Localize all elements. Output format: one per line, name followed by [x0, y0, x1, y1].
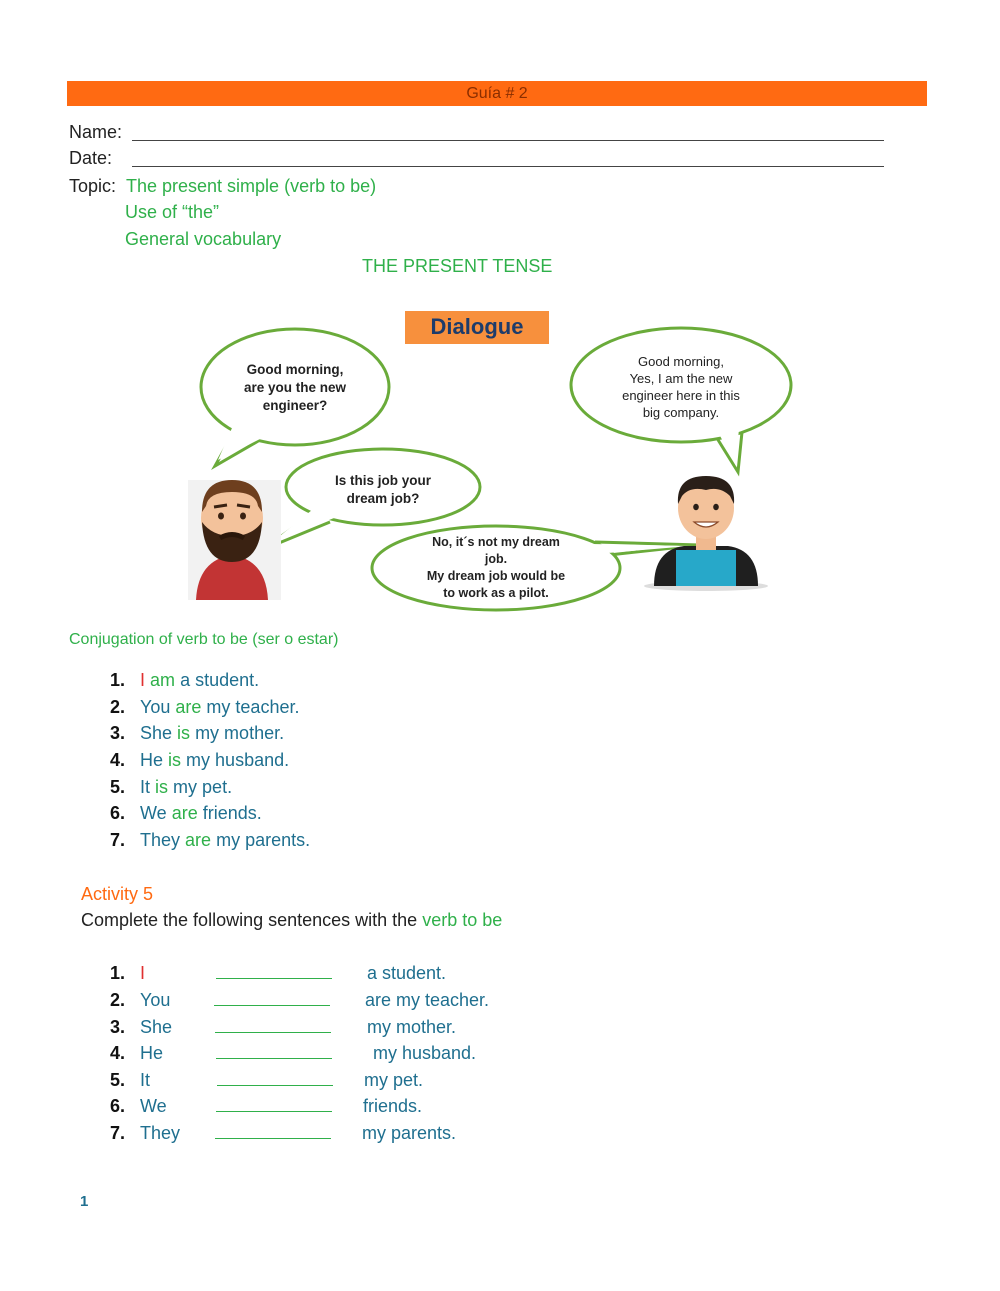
- answer-blank[interactable]: [216, 1097, 332, 1112]
- bubble-4-line-4: to work as a pilot.: [443, 586, 549, 600]
- bubble-3-line-1: Is this job your: [334, 473, 432, 488]
- item-number: 7.: [110, 830, 126, 850]
- answer-blank[interactable]: [216, 964, 332, 979]
- subject: He: [140, 1043, 164, 1063]
- activity-title: Activity 5: [81, 884, 154, 904]
- bubble-4-line-1: No, it´s not my dream: [432, 535, 560, 549]
- list-item: [110, 803, 262, 824]
- bubble-2-line-3: engineer here in this: [622, 388, 740, 403]
- subject: It: [140, 777, 151, 797]
- subject: They: [140, 1123, 181, 1143]
- bubble-2-line-4: big company.: [642, 405, 720, 420]
- bubble-1-line-2: are you the new: [243, 380, 347, 395]
- item-number: 5.: [110, 777, 126, 797]
- list-item: [110, 1123, 456, 1144]
- subject: She: [140, 723, 173, 743]
- item-number: 2.: [110, 697, 126, 717]
- answer-blank[interactable]: [214, 991, 330, 1006]
- topic-label: Topic:: [69, 176, 117, 196]
- item-number: 1.: [110, 963, 126, 983]
- complement: are my teacher.: [365, 990, 490, 1010]
- subject: I: [140, 670, 146, 690]
- instruction-text: Complete the following sentences with the: [81, 910, 418, 930]
- bubble-4-line-3: My dream job would be: [426, 569, 566, 583]
- item-number: 6.: [110, 803, 126, 823]
- list-item: [110, 723, 284, 744]
- topic-item-2: Use of “the”: [125, 202, 220, 222]
- complement: friends.: [202, 803, 262, 823]
- date-field[interactable]: [132, 166, 884, 167]
- subject: We: [140, 803, 167, 823]
- instruction-highlight: verb to be: [422, 910, 503, 930]
- answer-blank[interactable]: [216, 1044, 332, 1059]
- bubble-3-line-2: dream job?: [346, 491, 420, 506]
- page-number: 1: [80, 1193, 89, 1210]
- complement: my parents.: [216, 830, 311, 850]
- bubble-1-line-1: Good morning,: [246, 362, 344, 377]
- item-number: 4.: [110, 1043, 126, 1063]
- answer-blank[interactable]: [217, 1071, 333, 1086]
- answer-blank[interactable]: [215, 1124, 331, 1139]
- item-number: 6.: [110, 1096, 126, 1116]
- complement: my pet.: [173, 777, 233, 797]
- dialogue-title: Dialogue: [430, 314, 524, 339]
- subject: She: [140, 1017, 173, 1037]
- complement: my mother.: [367, 1017, 457, 1037]
- list-item: [110, 1070, 423, 1091]
- verb: is: [168, 750, 182, 770]
- name-field[interactable]: [132, 140, 884, 141]
- list-item: [110, 963, 446, 984]
- dialogue-title-box: [405, 311, 549, 344]
- answer-blank[interactable]: [215, 1018, 331, 1033]
- bearded-man-avatar: [188, 480, 281, 600]
- item-number: 2.: [110, 990, 126, 1010]
- verb: are: [175, 697, 202, 717]
- complement: my teacher.: [206, 697, 300, 717]
- bubble-2-line-1: Good morning,: [638, 354, 724, 369]
- subject: You: [140, 697, 171, 717]
- list-item: [110, 990, 489, 1011]
- topic-item-1: The present simple (verb to be): [126, 176, 377, 196]
- subject: You: [140, 990, 171, 1010]
- list-item: [110, 1096, 422, 1117]
- complement: my husband.: [373, 1043, 477, 1063]
- bubble-4-line-2: job.: [484, 552, 508, 566]
- item-number: 3.: [110, 1017, 126, 1037]
- list-item: [110, 830, 310, 851]
- verb: is: [177, 723, 191, 743]
- activity-instruction: [81, 910, 502, 931]
- complement: friends.: [363, 1096, 423, 1116]
- subject: They: [140, 830, 181, 850]
- item-number: 1.: [110, 670, 126, 690]
- complement: a student.: [180, 670, 260, 690]
- header-bar: [67, 81, 927, 106]
- verb: are: [185, 830, 212, 850]
- conjugation-title: Conjugation of verb to be (ser o estar): [69, 631, 339, 648]
- date-label: Date:: [69, 148, 113, 168]
- verb: am: [150, 670, 176, 690]
- verb: are: [171, 803, 198, 823]
- complement: my parents.: [362, 1123, 457, 1143]
- section-title: THE PRESENT TENSE: [362, 256, 553, 276]
- item-number: 7.: [110, 1123, 126, 1143]
- activity-list: [110, 963, 530, 1153]
- bubble-1-line-3: engineer?: [262, 398, 328, 413]
- list-item: [110, 697, 299, 718]
- subject: We: [140, 1096, 167, 1116]
- item-number: 4.: [110, 750, 126, 770]
- complement: my husband.: [186, 750, 290, 770]
- conjugation-list: [110, 670, 510, 860]
- bubble-2-line-2: Yes, I am the new: [629, 371, 733, 386]
- complement: my mother.: [195, 723, 285, 743]
- complement: a student.: [367, 963, 447, 983]
- topic-item-3: General vocabulary: [125, 229, 282, 249]
- subject: He: [140, 750, 164, 770]
- complement: my pet.: [364, 1070, 424, 1090]
- list-item: [110, 750, 289, 771]
- list-item: [110, 1017, 456, 1038]
- list-item: [110, 1043, 476, 1064]
- list-item: [110, 777, 232, 798]
- item-number: 5.: [110, 1070, 126, 1090]
- subject: It: [140, 1070, 151, 1090]
- list-item: [110, 670, 259, 691]
- item-number: 3.: [110, 723, 126, 743]
- dialogue-illustration: [180, 300, 825, 625]
- name-label: Name:: [69, 122, 123, 142]
- page-title: Guía # 2: [466, 85, 528, 102]
- verb: is: [155, 777, 169, 797]
- subject: I: [140, 963, 146, 983]
